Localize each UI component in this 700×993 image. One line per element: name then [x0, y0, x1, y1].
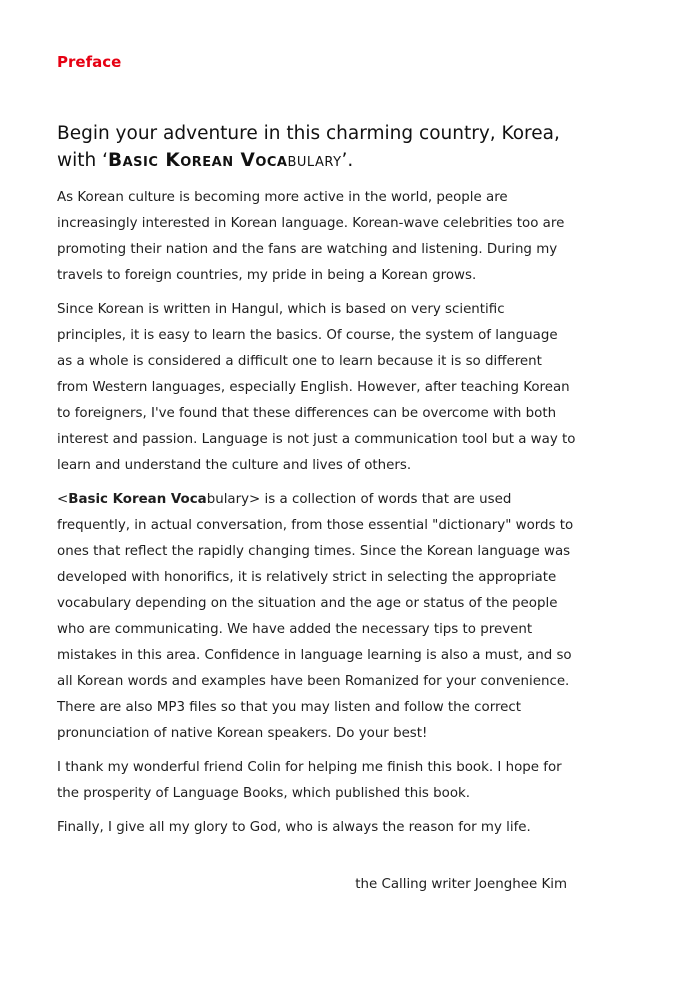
preface-body	[57, 185, 577, 849]
section-label: Preface	[57, 53, 122, 71]
paragraph-3	[57, 487, 577, 747]
paragraph-3-close-bracket: >	[249, 492, 261, 507]
headline-book-title-rest: bulary	[287, 150, 342, 171]
paragraph-2: Since Korean is written in Hangul, which is based on very scientific principles, it is easy to learn the basics. Of course, the system of language as a whole is considered a difficult one to learn because it is so different from Western languages, especially English. However, after teaching Korean to foreigners, I've found that these differences can be overcome with both interest and passion. Language is not just a communication tool but a way to learn and understand the culture and lives of others.	[57, 302, 576, 473]
headline-line2-suffix: ’.	[341, 150, 354, 171]
paragraph-3-open-bracket: <	[57, 492, 69, 507]
paragraph-3-book-title-rest: bulary	[206, 492, 250, 507]
author-signature: the Calling writer Joenghee Kim	[355, 877, 567, 892]
paragraph-3-book-title-bold: Basic Korean Voca	[68, 492, 207, 507]
headline-line1: Begin your adventure in this charming country, Korea,	[57, 123, 560, 144]
paragraph-1: As Korean culture is becoming more active in the world, people are increasingly interested in Korean language. Korean-wave celebrities too are promoting their nation and the fans are watching and listening. During my travels to foreign countries, my pride in being a Korean grows.	[57, 190, 565, 283]
headline-line2-prefix: with ‘	[57, 150, 109, 171]
paragraph-3-text: is a collection of words that are used frequently, in actual conversation, from those essential "dictionary" words to ones that reflect the rapidly changing times. Since the Korean language was developed with honorifics, it is relatively strict in selecting the appropriate vocabulary depending on the situation and the age or status of the people who are communicating. We have added the necessary tips to prevent mistakes in this area. Confidence in language learning is also a must, and so all Korean words and examples have been Romanized for your convenience. There are also MP3 files so that you may listen and follow the correct pronunciation of native Korean speakers. Do your best!	[57, 492, 574, 741]
paragraph-5: Finally, I give all my glory to God, who is always the reason for my life.	[57, 820, 531, 835]
paragraph-4: I thank my wonderful friend Colin for helping me finish this book. I hope for the prosperity of Language Books, which published this book.	[57, 760, 562, 801]
headline	[57, 120, 617, 174]
headline-book-title-bold: Basic Korean Voca	[108, 150, 288, 171]
